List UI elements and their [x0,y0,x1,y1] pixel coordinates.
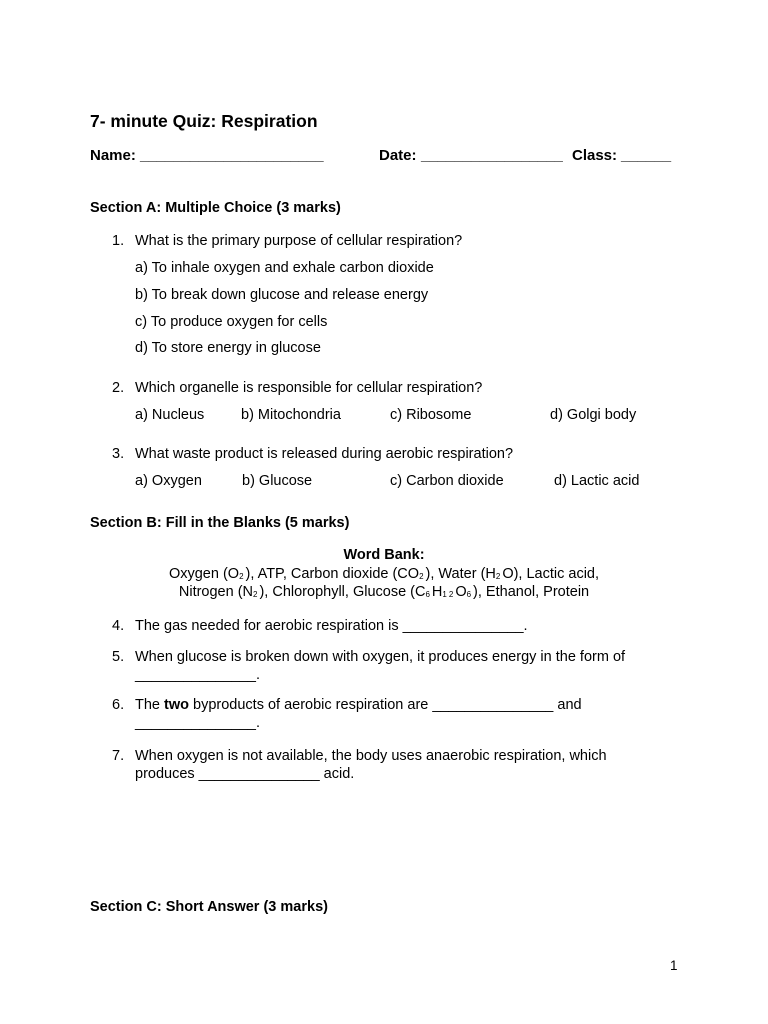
word-bank-line-2: Nitrogen $(N_2)$, Chlorophyll, Glucose $(C_6H_{12}O_6)$, Ethanol, Protein [178,584,590,600]
class-label: Class: [572,147,618,164]
name-blank: ______________________ [140,147,324,164]
question-4-number: 4. [112,618,125,634]
question-7-text-line-2: produces _______________ acid. [135,766,355,782]
question-1-option-a: a) To inhale oxygen and exhale carbon dioxide [135,260,434,276]
question-3-text: What waste product is released during aerobic respiration? [135,446,514,462]
question-3-number: 3. [112,446,125,462]
page-number: 1 [670,958,678,973]
question-6-text-line-2: _______________. [135,715,260,731]
question-7-number: 7. [112,748,125,764]
question-5-text: When glucose is broken down with oxygen, it produces energy in the form of [135,649,626,665]
question-3-option-b: b) Glucose [242,473,313,489]
question-3-option-d: d) Lactic acid [554,473,640,489]
section-a-heading: Section A: Multiple Choice (3 marks) [90,200,341,216]
question-6-text: The two byproducts of aerobic respiration are _______________ and [135,697,582,713]
quiz-title: 7- minute Quiz: Respiration [90,111,318,131]
question-1-option-b: b) To break down glucose and release energy [135,287,429,303]
name-label: Name: [90,147,136,164]
question-4-text: The gas needed for aerobic respiration is _______________. [135,618,528,634]
question-3-option-c: c) Carbon dioxide [390,473,504,489]
date-label: Date: [379,147,417,164]
question-1-option-d: d) To store energy in glucose [135,340,321,356]
question-1-option-c: c) To produce oxygen for cells [135,314,328,330]
section-b-heading: Section B: Fill in the Blanks (5 marks) [90,515,350,531]
date-blank: _________________ [421,147,563,164]
question-2-option-d: d) Golgi body [550,407,637,423]
question-1-text: What is the primary purpose of cellular respiration? [135,233,463,249]
question-2-option-a: a) Nucleus [135,407,205,423]
word-bank-title: Word Bank: [343,547,425,563]
question-5-number: 5. [112,649,125,665]
question-5-text-line-2: _______________. [135,667,260,683]
class-blank: ______ [621,147,672,164]
question-2-text: Which organelle is responsible for cellular respiration? [135,380,483,396]
section-c-heading: Section C: Short Answer (3 marks) [90,899,328,915]
question-2-option-c: c) Ribosome [390,407,472,423]
question-3-option-a: a) Oxygen [135,473,202,489]
question-2-option-b: b) Mitochondria [241,407,341,423]
word-bank-line-1: Oxygen $(O_2)$, ATP, Carbon dioxide $(CO_2)$, Water $(H_2O)$, Lactic acid, [168,566,600,582]
question-6-number: 6. [112,697,125,713]
question-1-number: 1. [112,233,125,249]
question-2-number: 2. [112,380,125,396]
question-7-text: When oxygen is not available, the body uses anaerobic respiration, which [135,748,607,764]
